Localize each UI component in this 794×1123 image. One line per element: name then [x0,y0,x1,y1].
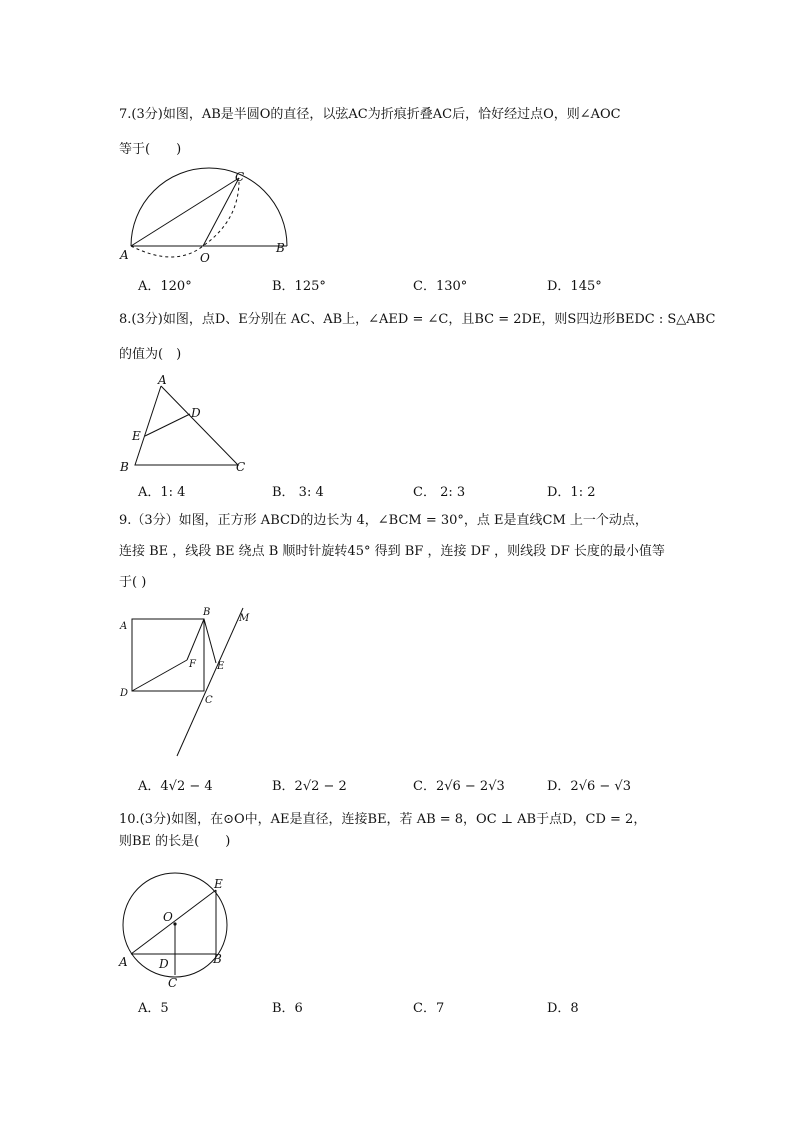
q8-stem-line1: 8.(3分)如图，点D、E分别在 AC、AB上，∠AED = ∠C，且BC = 2DE，则S四边形BEDC : S△ABC [119,312,716,327]
q8-choice-d[interactable]: D．1: 2 [547,485,596,500]
q10-choice-c[interactable]: C．7 [413,1001,445,1016]
square-abcd [132,619,204,691]
folded-arc-dashed [131,178,239,257]
label-a: A [120,621,128,632]
q7-figure [115,168,295,268]
q9-stem-line2: 连接 BE ，线段 BE 绕点 B 顺时针旋转45° 得到 BF ，连接 DF ，则线段 DF 长度的最小值等 [119,544,665,559]
q10-choice-d[interactable]: D．8 [547,1001,579,1016]
q8-stem-line2: 的值为( ) [119,347,182,362]
q10-choice-a[interactable]: A．5 [138,1001,169,1016]
segment-be [204,619,216,663]
q8-choices [138,481,738,499]
diameter-ae [131,890,216,954]
q9-choice-b[interactable]: B．2√2 − 2 [272,779,347,794]
label-a: A [120,248,129,262]
q9-figure [115,603,265,763]
q10-stem-line2: 则BE 的长是( ) [119,834,231,849]
label-c: C [168,976,178,990]
chord-ac [131,178,239,246]
q8-choice-b[interactable]: B． 3: 4 [272,485,324,500]
label-b: B [203,607,211,618]
q8-figure [115,372,255,477]
label-c: C [235,170,245,184]
triangle-abc [135,386,238,465]
label-b: B [276,241,285,255]
label-d: D [159,957,169,971]
label-m: M [239,613,250,624]
label-o: O [163,910,173,924]
segment-bf [187,619,204,660]
line-cm [177,608,243,756]
q10-stem-line1: 10.(3分)如图，在⊙O中，AE是直径，连接BE，若 AB = 8，OC ⊥ AB于点D，CD = 2， [119,812,647,827]
q9-choices [138,775,738,793]
q9-stem-line1: 9.（3分）如图，正方形 ABCD的边长为 4，∠BCM = 30°，点 E是直线CM 上一个动点， [119,513,648,528]
label-a: A [158,373,167,387]
label-d: D [191,406,201,420]
label-e: E [217,661,225,672]
q7-choice-c[interactable]: C．130° [413,279,468,294]
label-d: D [120,688,129,699]
q7-choices [138,275,738,293]
q9-choice-c[interactable]: C．2√6 − 2√3 [413,779,505,794]
q7-stem-line2: 等于( ) [119,142,182,157]
label-c: C [236,460,246,474]
label-e: E [132,429,141,443]
q7-choice-b[interactable]: B．125° [272,279,326,294]
q9-choice-a[interactable]: A．4√2 − 4 [138,779,213,794]
q7-choice-d[interactable]: D．145° [547,279,602,294]
q8-choice-a[interactable]: A．1: 4 [138,485,186,500]
label-c: C [205,695,213,706]
segment-ed [145,414,190,436]
label-b: B [120,460,129,474]
q9-choice-d[interactable]: D．2√6 − √3 [547,779,631,794]
label-a: A [119,955,128,969]
label-o: O [200,251,210,265]
label-f: F [189,659,196,670]
q7-choice-a[interactable]: A．120° [138,279,192,294]
q9-stem-line3: 于( ) [119,575,147,590]
q10-figure [115,870,235,995]
q7-stem-line1: 7.(3分)如图，AB是半圆O的直径，以弦AC为折痕折叠AC后，恰好经过点O，则∠AOC [119,107,621,122]
label-b: B [213,952,222,966]
label-e: E [214,877,223,891]
q8-choice-c[interactable]: C． 2: 3 [413,485,466,500]
center-dot [173,922,176,925]
q10-choices [138,997,738,1015]
segment-oc [203,178,239,246]
q10-choice-b[interactable]: B．6 [272,1001,303,1016]
segment-df [132,660,187,691]
